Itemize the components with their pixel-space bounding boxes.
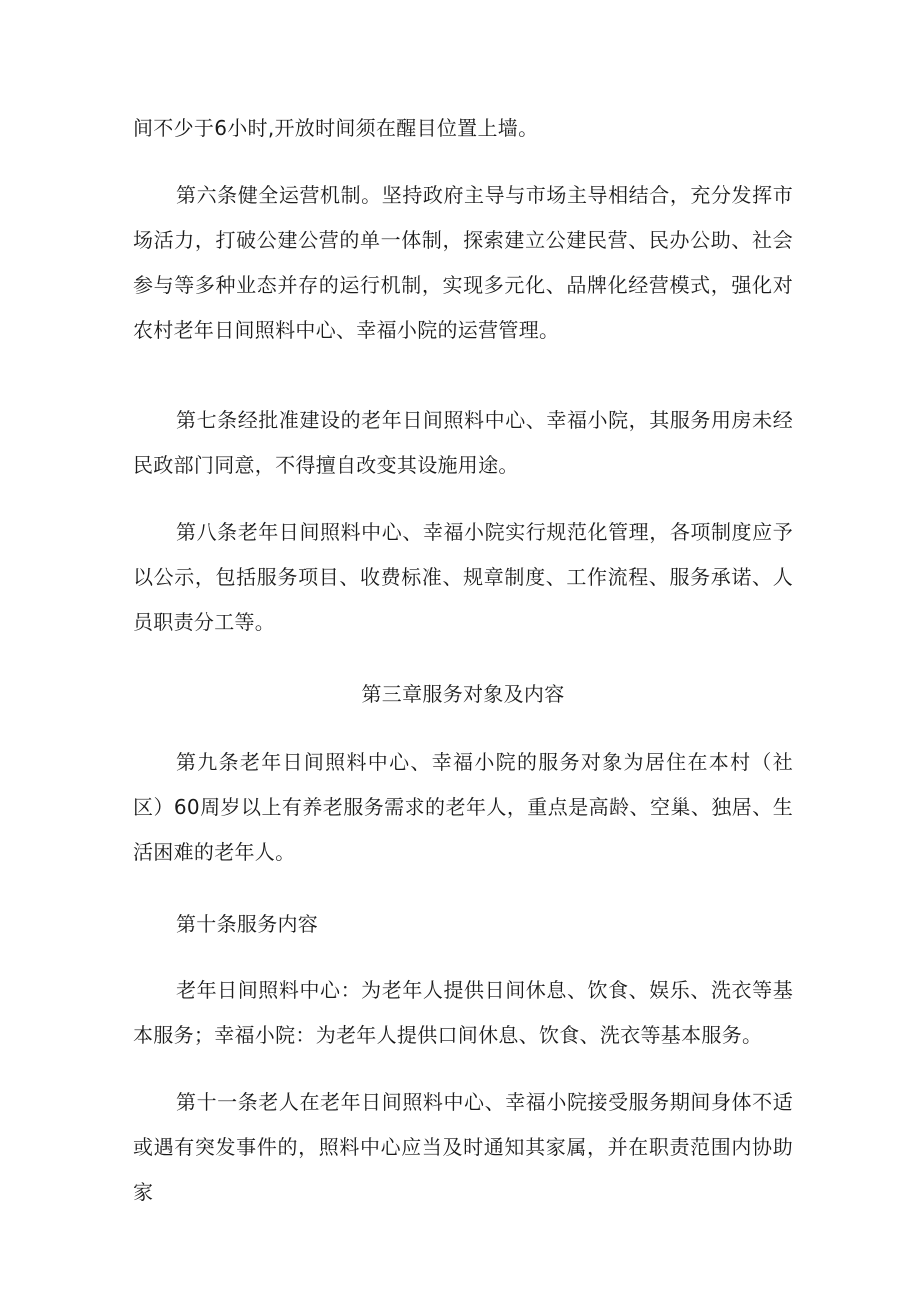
paragraph-article-11: 第十一条老人在老年日间照料中心、幸福小院接受服务期间身体不适或遇有突发事件的，照料中心应当及时通知其家属，并在职责范围内协助家 [133, 1090, 793, 1204]
paragraph-article-9: 第九条老年日间照料中心、幸福小院的服务对象为居住在本村（社区）60周岁以上有养老服务需求的老年人，重点是高龄、空巢、独居、生活困难的老年人。 [133, 750, 793, 864]
paragraph-service-content: 老年日间照料中心：为老年人提供日间休息、饮食、娱乐、洗衣等基本服务；幸福小院：为老年人提供口间休息、饮食、洗衣等基本服务。 [133, 978, 793, 1047]
paragraph-opening-hours: 间不少于6小时,开放时间须在醒目位置上墙。 [133, 116, 539, 140]
paragraph-article-7: 第七条经批准建设的老年日间照料中心、幸福小院，其服务用房未经民政部门同意，不得擅自改变其设施用途。 [133, 408, 793, 477]
chapter-heading: 第三章服务对象及内容 [361, 682, 565, 706]
paragraph-article-6: 第六条健全运营机制。坚持政府主导与市场主导相结合，充分发挥市场活力，打破公建公营的单一体制，探索建立公建民营、民办公助、社会参与等多种业态并存的运行机制，实现多元化、品牌化经营模式，强化对农村老年日间照料中心、幸福小院的运营管理。 [133, 183, 793, 342]
paragraph-article-8: 第八条老年日间照料中心、幸福小院实行规范化管理，各项制度应予以公示，包括服务项目、收费标准、规章制度、工作流程、服务承诺、人员职责分工等。 [133, 520, 793, 634]
paragraph-article-10: 第十条服务内容 [176, 912, 319, 936]
